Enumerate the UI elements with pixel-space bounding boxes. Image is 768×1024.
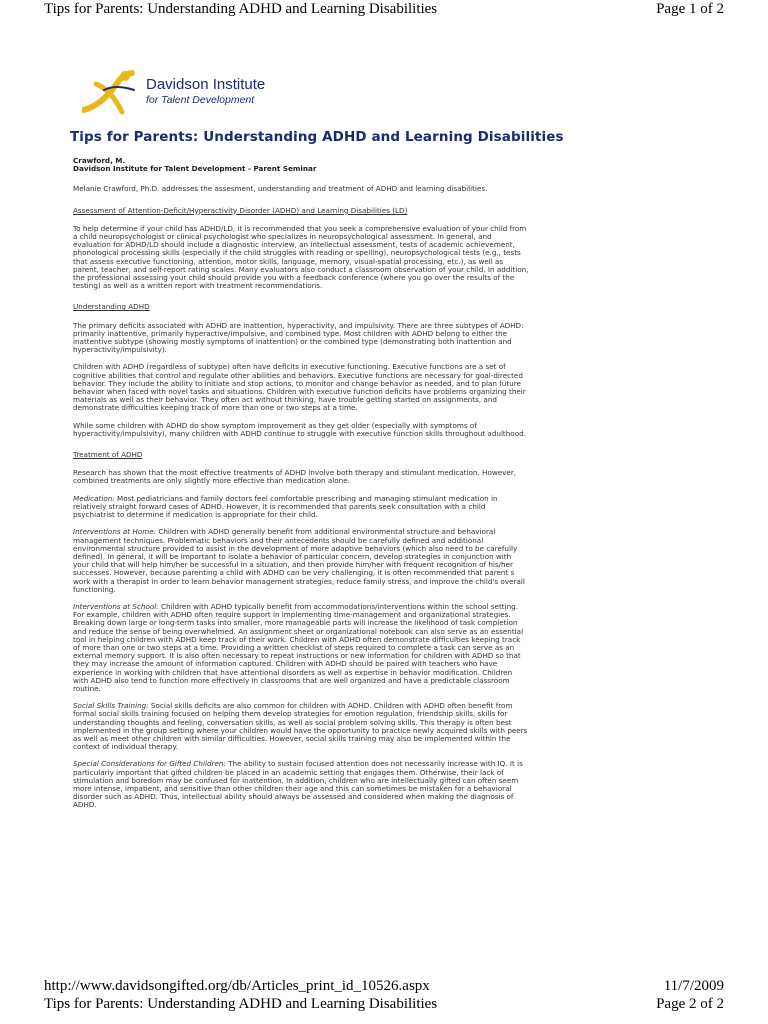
lead-school: Interventions at School: (73, 601, 159, 611)
print-footer (44, 977, 724, 1013)
print-header-title: Tips for Parents: Understanding ADHD and Learning Disabilities (44, 1, 438, 17)
print-header (44, 0, 724, 22)
footer-date: 11/7/2009 (663, 978, 724, 994)
paragraph: To help determine if your child has ADHD/LD, it is recommended that you seek a comprehensive evaluation of your child from a child neuropsychologist or clinical psychologist who specializes in neuropsychological assessment. In general, and evaluation for ADHD/LD should include a diagnostic interview, an intellectual assessment, tests of academic achievement, phonological processing skills (especially if the child struggles with reading or spelling), neuropsychological tests (e.g., tests that assess executive functioning, attention, motor skills, language, memory, visual-spatial processing, etc.), as well as parent, teacher, and self-report rating scales. Many evaluators also conduct a classroom observation of your child. In addition, the professional assessing your child should provide you with a feedback conference (where you go over the results of the testing) as well as a written report with treatment recommendations. (73, 223, 529, 291)
article-intro: Melanie Crawford, Ph.D. addresses the assesment, understanding and treatment of ADHD and learning disabilities. (73, 184, 488, 194)
text-gifted: The ability to sustain focused attention does not necessarily increase with IQ. It is particularly important that gifted children be placed in an academic setting that engages them. Otherwise, their lack of stimulation and boredom may be confused for inattention. In addition, children who are intellectually gifted can often seem more intense, impatient, and sensitive than other children their age and this can sometimes be mistaken for a behavioral disorder such as ADHD. Thus, intellectual ability should always be assessed and considered when making the diagnosis of ADHD. (73, 759, 523, 810)
paragraph: Children with ADHD (regardless of subtype) often have deficits in executive functioning. Executive functions are a set of cognitive abilities that control and regulate other abilities and behaviors. Executive functions are necessary for goal-directed behavior. They include the ability to initiate and stop actions, to monitor and change behavior as needed, and to plan future behavior when faced with novel tasks and situations. Children with executive function deficits have problems organizing their materials as well as their behavior. They often act without thinking, have trouble getting started on assignments, and demonstrate difficulties keeping track of more than one or two steps at a time. (73, 362, 526, 413)
paragraph-social (73, 702, 529, 751)
lead-social: Social Skills Training: (73, 701, 149, 711)
lead-gifted: Special Considerations for Gifted Children: (73, 759, 226, 769)
footer-url: http://www.davidsongifted.org/db/Articles_print_id_10526.aspx (44, 978, 430, 994)
paragraph: The primary deficits associated with ADHD are inattention, hyperactivity, and impulsivity. There are three subtypes of ADHD: primarily inattentive, primarily hyperactive/impulsive, and combined type. Most children with ADHD belong to either the inattentive subtype (showing mostly symptoms of inattention) or the combined type (demonstrating both inattention and hyperactivity/impulsivity). (73, 320, 524, 355)
footer-next-page-number: Page 2 of 2 (656, 996, 724, 1012)
logo-tagline: for Talent Development (146, 94, 255, 106)
text-medication: Most pediatricians and family doctors feel comfortable prescribing and managing stimulant medication in relatively straight forward cases of ADHD. However, it is recommended that parents seek consultation with a child psychiatrist to determine if medication is appropriate for their child. (73, 493, 498, 520)
footer-next-title: Tips for Parents: Understanding ADHD and Learning Disabilities (44, 996, 438, 1012)
article (70, 128, 564, 819)
text-social: Social skills deficits are also common for children with ADHD. Children with ADHD often benefit from formal social skills training focused on helping them develop strategies for emotion regulation, friendship skills, skills for understanding thoughts and feeling, conversation skills, as well as social problem solving skills. This therapy is often best implemented in the group setting where your children would have the opportunity to practice newly acquired skills with peers as well as meet other children with similar difficulties. However, social skills training may also be implemented within the context of individual therapy. (73, 701, 528, 752)
print-header-page-number: Page 1 of 2 (656, 1, 724, 17)
article-author: Crawford, M. (73, 156, 126, 165)
davidson-figure-logo-icon (82, 68, 146, 118)
paragraph-school (73, 603, 529, 693)
paragraph-medication (73, 495, 529, 520)
text-school: Children with ADHD typically benefit from accommodations/interventions within the school setting. For example, children with ADHD often require support in implementing time-management and organizational strategies. Breaking down large or long-term tasks into smaller, more manageable parts will increase the likelihood of task completion and reduce the sense of being overwhelmed. An assignment sheet or organizational notebook can also serve as an essential tool in helping children with ADHD keep track of their work. Children with ADHD often demonstrate difficulties keeping track of more than one or two steps at a time. Providing a written checklist of steps required to complete a task can serve as an external memory support. It is also often necessary to repeat instructions or new information for children with ADHD so that they may increase the amount of information captured. Children with ADHD should be paired with teachers who have experience in working with children that have attentional disorders as well as expertise in behavior modification. Children with ADHD also tend to function more effectively in classrooms that are well organized and have a predictable classroom routine. (73, 601, 524, 693)
article-source: Davidson Institute for Talent Development - Parent Seminar (73, 164, 317, 174)
article-title: Tips for Parents: Understanding ADHD and Learning Disabilities (70, 129, 564, 145)
paragraph: Research has shown that the most effective treatments of ADHD involve both therapy and stimulant medication. However, combined treatments are only slightly more effective than medication alone. (73, 468, 517, 486)
lead-home: Interventions at Home: (73, 527, 157, 537)
paragraph: While some children with ADHD do show symptom improvement as they get older (especially with symptoms of hyperactivity/impulsivity), many children with ADHD continue to struggle with executive function skills throughout adulthood. (73, 420, 526, 438)
section-heading-assessment: Assessment of Attention-Deficit/Hyperactivity Disorder (ADHD) and Learning Disabilities (LD) (73, 205, 408, 215)
section-heading-understanding: Understanding ADHD (73, 302, 150, 312)
text-home: Children with ADHD generally benefit from additional environmental structure and behavioral management techniques. Problematic behaviors and their antecedents should be carefully defined and additional environmental structure provided to assist in the development of more adaptive behaviors (which also need to be carefully defined). In general, it will be important to isolate a behavior of particular concern, develop strategies in conjunction with your child that will help him/her be successful in a situation, and then provide him/her with frequent recognition of his/her successes. However, because parenting a child with ADHD can be very challenging, it is often recommended that parent s work with a therapist in order to learn behavior management strategies, reduce family stress, and improve the child's overall functioning. (73, 527, 525, 594)
paragraph-gifted (73, 760, 529, 809)
davidson-institute-logo (82, 68, 282, 118)
lead-medication: Medication: (73, 493, 115, 503)
logo-name: Davidson Institute (146, 76, 266, 93)
paragraph-home (73, 528, 529, 594)
section-heading-treatment: Treatment of ADHD (73, 450, 143, 460)
